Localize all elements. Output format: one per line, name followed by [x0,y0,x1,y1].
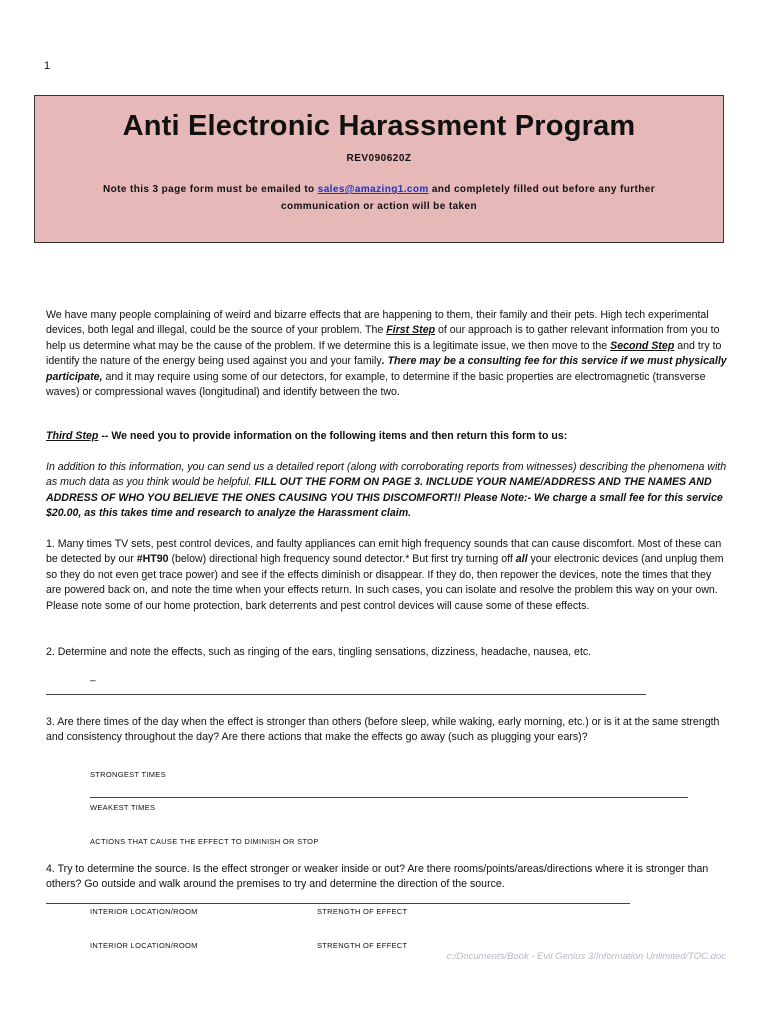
intro-paragraph [46,308,728,400]
note-text-end: and completely filled out before any further communication or action will be taken [281,184,656,212]
strength-label-1: STRENGTH OF EFFECT [317,907,408,916]
item-2: 2. Determine and note the effects, such as ringing of the ears, tingling sensations, dizziness, headache, nausea, etc. [46,646,592,658]
additional-info-paragraph [46,460,728,522]
product-code: #HT90 [136,553,169,566]
strongest-times-line[interactable] [90,797,688,798]
title-banner [34,95,724,243]
all-emphasis: all [515,553,528,566]
additional-info-text: In addition to this information, you can send us a detailed report (along with corroborating reports from witnesses) describing the phenomena with as much data as you think would be helpful. [46,461,727,489]
document-title: Anti Electronic Harassment Program [122,110,636,142]
intro-text-5: and it may require using some of our detectors, for example, to determine if the basic properties are electromagnetic (transverse waves) or compressional waves (longitudinal) and identify between the two. [46,370,706,399]
actions-label: ACTIONS THAT CAUSE THE EFFECT TO DIMINISH OR STOP [90,837,319,846]
third-step-label: Third Step [46,430,99,442]
intro-text-2: of our approach is to gather relevant information from you to help us determine what may be the cause of the problem. If we determine this is a legitimate issue, we then move to the [46,324,720,352]
email-link[interactable]: sales@amazing1.com [317,184,429,195]
revision-code: REV090620Z [346,153,412,164]
interior-location-label-2: INTERIOR LOCATION/ROOM [90,941,198,950]
fill-out-form-instruction: FILL OUT THE FORM ON PAGE 3. INCLUDE YOUR NAME/ADDRESS AND THE NAMES AND ADDRESS OF WHO YOU BELIEVE THE ONES CAUSING YOU THIS DISCOMFORT!! Please Note:- We charge a small fee for this service $20.00, as this takes time and research to analyze the Harassment claim. [46,476,723,520]
item-2-answer-line[interactable] [46,694,646,695]
file-path-footer: c:/Documents/Book - Evil Genius 3/Information Unlimited/TOC.doc [446,951,726,962]
interior-location-label-1: INTERIOR LOCATION/ROOM [90,907,198,916]
item-4-answer-line[interactable] [46,903,630,904]
strongest-times-label: STRONGEST TIMES [90,770,166,779]
item-1-text-3: your electronic devices (and unplug them so they do not even get trace power) and see if the effects diminish or disappear. If they do, then repower the devices, note the times that they are powered back on, and note the time when your effects return. In such cases, you can isolate and resolve the problem this way on your own. Please note some of our home protection, bark deterrents and pest control devices will cause some of these effects. [46,553,724,612]
item-1-text-1: 1. Many times TV sets, pest control devices, and faulty appliances can emit high frequency sounds that can cause discomfort. Most of these can be detected by our [46,538,722,566]
weakest-times-label: WEAKEST TIMES [90,803,156,812]
item-1 [46,537,728,614]
third-step-text: -- We need you to provide information on the following items and then return this form to us: [98,430,568,442]
intro-text-1: We have many people complaining of weird and bizarre effects that are happening to them, their family and their pets. High tech experimental devices, both legal and illegal, could be the source of your problem. The [46,309,709,337]
item-3: 3. Are there times of the day when the effect is stronger than others (before sleep, while waking, early morning, etc.) or is it at the same strength and consistency throughout the day? Are there actions that make the effects go away (such as plugging your ears)? [46,716,720,744]
item-2-mark: _ [90,671,96,682]
second-step-label: Second Step [610,339,675,352]
strength-label-2: STRENGTH OF EFFECT [317,941,408,950]
email-instruction [69,181,689,215]
item-1-text-2: (below) directional high frequency sound detector.* But first try turning off [168,553,516,566]
consulting-fee-note: . There may be a consulting fee for this service if we must physically participate, [46,355,727,383]
note-text-start: Note this 3 page form must be emailed to [102,184,318,195]
intro-text-3: and try to identify the nature of the energy being used against you and your family [46,339,722,368]
page-number: 1 [44,60,51,72]
first-step-label: First Step [386,324,436,337]
item-4: 4. Try to determine the source. Is the effect stronger or weaker inside or out? Are there rooms/points/areas/directions where it is stronger than others? Go outside and walk around the premises to try and determine the direction of the source. [46,863,709,891]
third-step-heading [46,429,728,444]
